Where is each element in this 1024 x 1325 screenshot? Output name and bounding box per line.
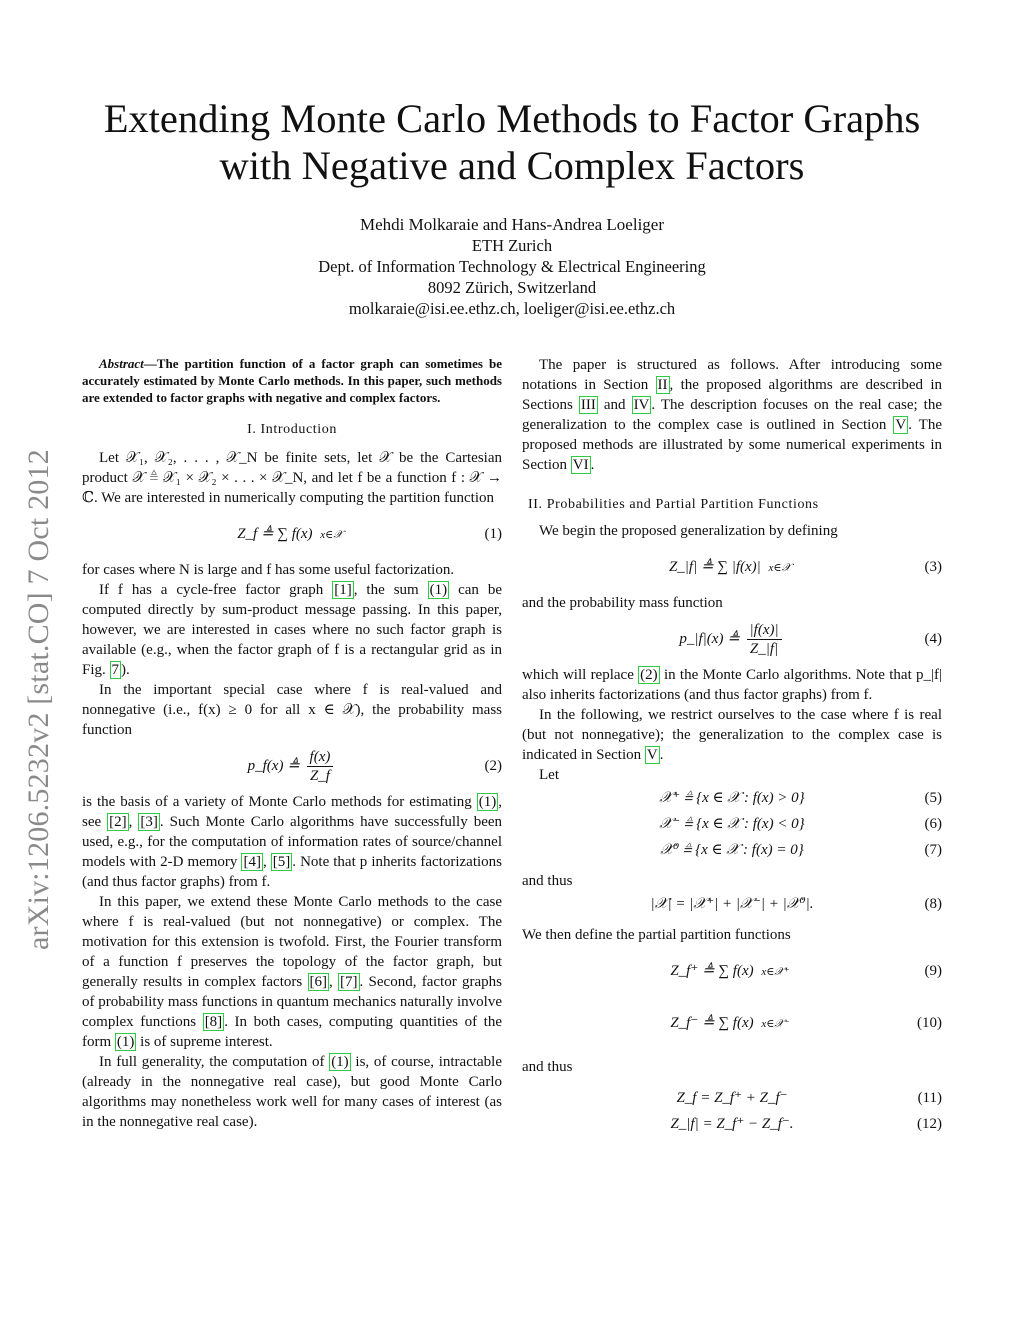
intro-paragraph-3: If f has a cycle-free factor graph [1] , the sum (1) can be computed directly by sum-product message passing. In this paper, however, we are interested in cases where no such factor graph is available (e.g., when the factor graph of f is a rectangular grid as in Fig. 7 ). [82, 582, 502, 678]
equation-11-body: Z_f = Z_f⁺ + Z_f⁻ [676, 1090, 788, 1106]
figure-link[interactable]: 7 [111, 662, 120, 678]
equation-3-body: Z_|f| ≜ ∑ |f(x)| [668, 559, 761, 575]
intro-paragraph-7: In full generality, the computation of (1) is, of course, intractable (already in the nonnegative real case), but good Monte Carlo algorithms may nonetheless work well for many cases of interest (as in the nonnegative real case). [82, 1054, 502, 1130]
abstract [82, 355, 502, 406]
arxiv-identifier: arXiv:1206.5232v2 [stat.CO] 7 Oct 2012 [22, 449, 55, 950]
equation-link[interactable]: (1) [331, 1054, 349, 1070]
equation-7-number: (7) [924, 842, 942, 858]
equation-link[interactable]: (1) [116, 1034, 135, 1050]
equation-2-number: (2) [484, 758, 502, 774]
right-column [522, 355, 942, 1137]
section-heading-probabilities: II. Probabilities and Partial Partition Functions [528, 497, 819, 512]
section-link[interactable]: III [580, 397, 596, 413]
title-line-2: with Negative and Complex Factors [219, 143, 805, 188]
equation-link[interactable]: (1) [478, 794, 497, 810]
equation-6-number: (6) [924, 816, 942, 832]
equation-12 [522, 1111, 942, 1137]
citation-link[interactable]: [2] [109, 814, 127, 830]
equation-10-number: (10) [917, 1015, 942, 1031]
affiliation-2: Dept. of Information Technology & Electrical Engineering [318, 257, 706, 276]
abstract-lead: Abstract [99, 356, 144, 371]
intro-paragraph-2: for cases where N is large and f has some useful factorization. [82, 562, 455, 578]
equation-7 [522, 837, 942, 863]
author-emails: molkaraie@isi.ee.ethz.ch, loeliger@isi.ee.ethz.ch [348, 299, 676, 318]
equation-3-number: (3) [924, 559, 942, 575]
equation-2-denominator: Z_f [309, 767, 330, 784]
intro-paragraph-5: is the basis of a variety of Monte Carlo methods for estimating (1) , see [2] , [3] . Such Monte Carlo algorithms have successfully been used, e.g., for the computation of information rates of source/channel models with 2-D memory [4] , [5] . Note that p inherits factorizations (and thus factor graphs) from f. [82, 794, 503, 890]
author-names: Mehdi Molkaraie and Hans-Andrea Loeliger [360, 215, 664, 234]
structure-paragraph: The paper is structured as follows. After introducing some notations in Section II , the proposed algorithms are described in Sections III and IV . The description focuses on the real case; the generalization to the complex case is outlined in Section V . The proposed methods are illustrated by some numerical experiments in Section VI . [522, 357, 943, 473]
equation-1-number: (1) [484, 526, 502, 542]
section-link[interactable]: II [657, 377, 668, 393]
equation-link[interactable]: (1) [429, 582, 448, 598]
equation-5 [522, 785, 942, 811]
equation-10-body: Z_f⁻ ≜ ∑ f(x) [670, 1015, 754, 1031]
equation-1 [82, 508, 502, 560]
equation-9-subscript: x∈𝒳⁺ [761, 965, 790, 978]
equation-9 [522, 945, 942, 997]
section2-paragraph-1: We begin the proposed generalization by defining [539, 523, 838, 539]
equation-2 [82, 740, 502, 792]
equation-4-numerator: |f(x)| [747, 621, 782, 640]
equation-11 [522, 1085, 942, 1111]
equation-9-body: Z_f⁺ ≜ ∑ f(x) [670, 963, 754, 979]
equation-2-numerator: f(x) [307, 748, 334, 767]
equation-10-subscript: x∈𝒳⁻ [761, 1017, 790, 1030]
section-link[interactable]: V [646, 747, 658, 763]
section-link[interactable]: VI [572, 457, 589, 473]
equation-8-number: (8) [924, 896, 942, 912]
equation-4-number: (4) [924, 631, 942, 647]
equation-1-subscript: x∈𝒳 [320, 528, 343, 541]
equation-9-number: (9) [924, 963, 942, 979]
section-heading-introduction: I. Introduction [247, 422, 337, 437]
section-link[interactable]: V [895, 417, 907, 433]
section2-paragraph-3: which will replace (2) in the Monte Carlo algorithms. Note that p_|f| also inherits factorizations (and thus factor graphs) from f. [522, 667, 943, 703]
equation-12-number: (12) [917, 1116, 942, 1132]
equation-link[interactable]: (2) [640, 667, 658, 683]
section2-paragraph-6: and thus [522, 873, 573, 889]
paper-title [60, 95, 964, 189]
equation-12-body: Z_|f| = Z_f⁺ − Z_f⁻. [670, 1116, 794, 1132]
citation-link[interactable]: [4] [243, 854, 261, 870]
citation-link[interactable]: [8] [204, 1014, 223, 1030]
citation-link[interactable]: [6] [309, 974, 327, 990]
equation-5-body: 𝒳⁺ ≜ {x ∈ 𝒳 : f(x) > 0} [659, 790, 805, 806]
title-line-1: Extending Monte Carlo Methods to Factor Graphs [103, 96, 921, 141]
intro-paragraph-1: Let 𝒳₁, 𝒳₂, . . . , 𝒳_N be finite sets, let 𝒳 be the Cartesian product 𝒳 ≜ 𝒳₁ × 𝒳₂ × . . . × 𝒳_N, and let f be a function f : 𝒳 → ℂ. We are interested in numerically computing the partition function [82, 450, 502, 506]
equation-3 [522, 541, 942, 593]
section2-paragraph-7: We then define the partial partition functions [522, 927, 791, 943]
affiliation-3: 8092 Zürich, Switzerland [427, 278, 597, 297]
equation-11-number: (11) [917, 1090, 942, 1106]
section2-paragraph-5: Let [539, 767, 559, 783]
equation-2-lhs: p_f(x) ≜ [247, 757, 300, 774]
citation-link[interactable]: [5] [272, 854, 291, 870]
citation-link[interactable]: [1] [334, 582, 352, 598]
equation-7-body: 𝒳⁰ ≜ {x ∈ 𝒳 : f(x) = 0} [660, 842, 804, 858]
equation-4-denominator: Z_|f| [749, 640, 779, 657]
intro-paragraph-6: In this paper, we extend these Monte Carlo methods to the case where f is real-valued (but not nonnegative) or complex. The motivation for this extension is twofold. First, the Fourier transform of a function f preserves the topology of the factor graph, but generally results in complex factors [6] , [7] . Second, factor graphs of probability mass functions in quantum mechanics naturally involve complex functions [8] . In both cases, computing quantities of the form (1) is of supreme interest. [82, 894, 502, 1050]
equation-3-subscript: x∈𝒳 [768, 561, 792, 574]
section2-paragraph-4: In the following, we restrict ourselves to the case where f is real (but not nonnegative); the generalization to the complex case is indicated in Section V . [522, 707, 942, 763]
equation-6 [522, 811, 942, 837]
section2-paragraph-2: and the probability mass function [522, 595, 723, 611]
equation-8 [522, 891, 942, 917]
affiliation-1: ETH Zurich [471, 236, 553, 255]
intro-paragraph-4: In the important special case where f is real-valued and nonnegative (i.e., f(x) ≥ 0 for all x ∈ 𝒳), the probability mass function [82, 682, 502, 738]
equation-8-body: |𝒳| = |𝒳⁺| + |𝒳⁻| + |𝒳⁰|. [650, 896, 814, 912]
author-block [200, 214, 824, 319]
equation-10 [522, 997, 942, 1049]
equation-4-lhs: p_|f|(x) ≜ [679, 630, 740, 647]
section2-paragraph-8: and thus [522, 1059, 573, 1075]
equation-4 [522, 613, 942, 665]
equation-5-number: (5) [924, 790, 942, 806]
equation-6-body: 𝒳⁻ ≜ {x ∈ 𝒳 : f(x) < 0} [659, 816, 805, 832]
abstract-text: —The partition function of a factor graph can sometimes be accurately estimated by Monte Carlo methods. In this paper, such methods are extended to factor graphs with negative and complex factors. [82, 356, 502, 405]
citation-link[interactable]: [7] [340, 974, 358, 990]
left-column [82, 355, 502, 1132]
equation-1-body: Z_f ≜ ∑ f(x) [237, 526, 313, 542]
section-link[interactable]: IV [633, 397, 650, 413]
citation-link[interactable]: [3] [140, 814, 158, 830]
